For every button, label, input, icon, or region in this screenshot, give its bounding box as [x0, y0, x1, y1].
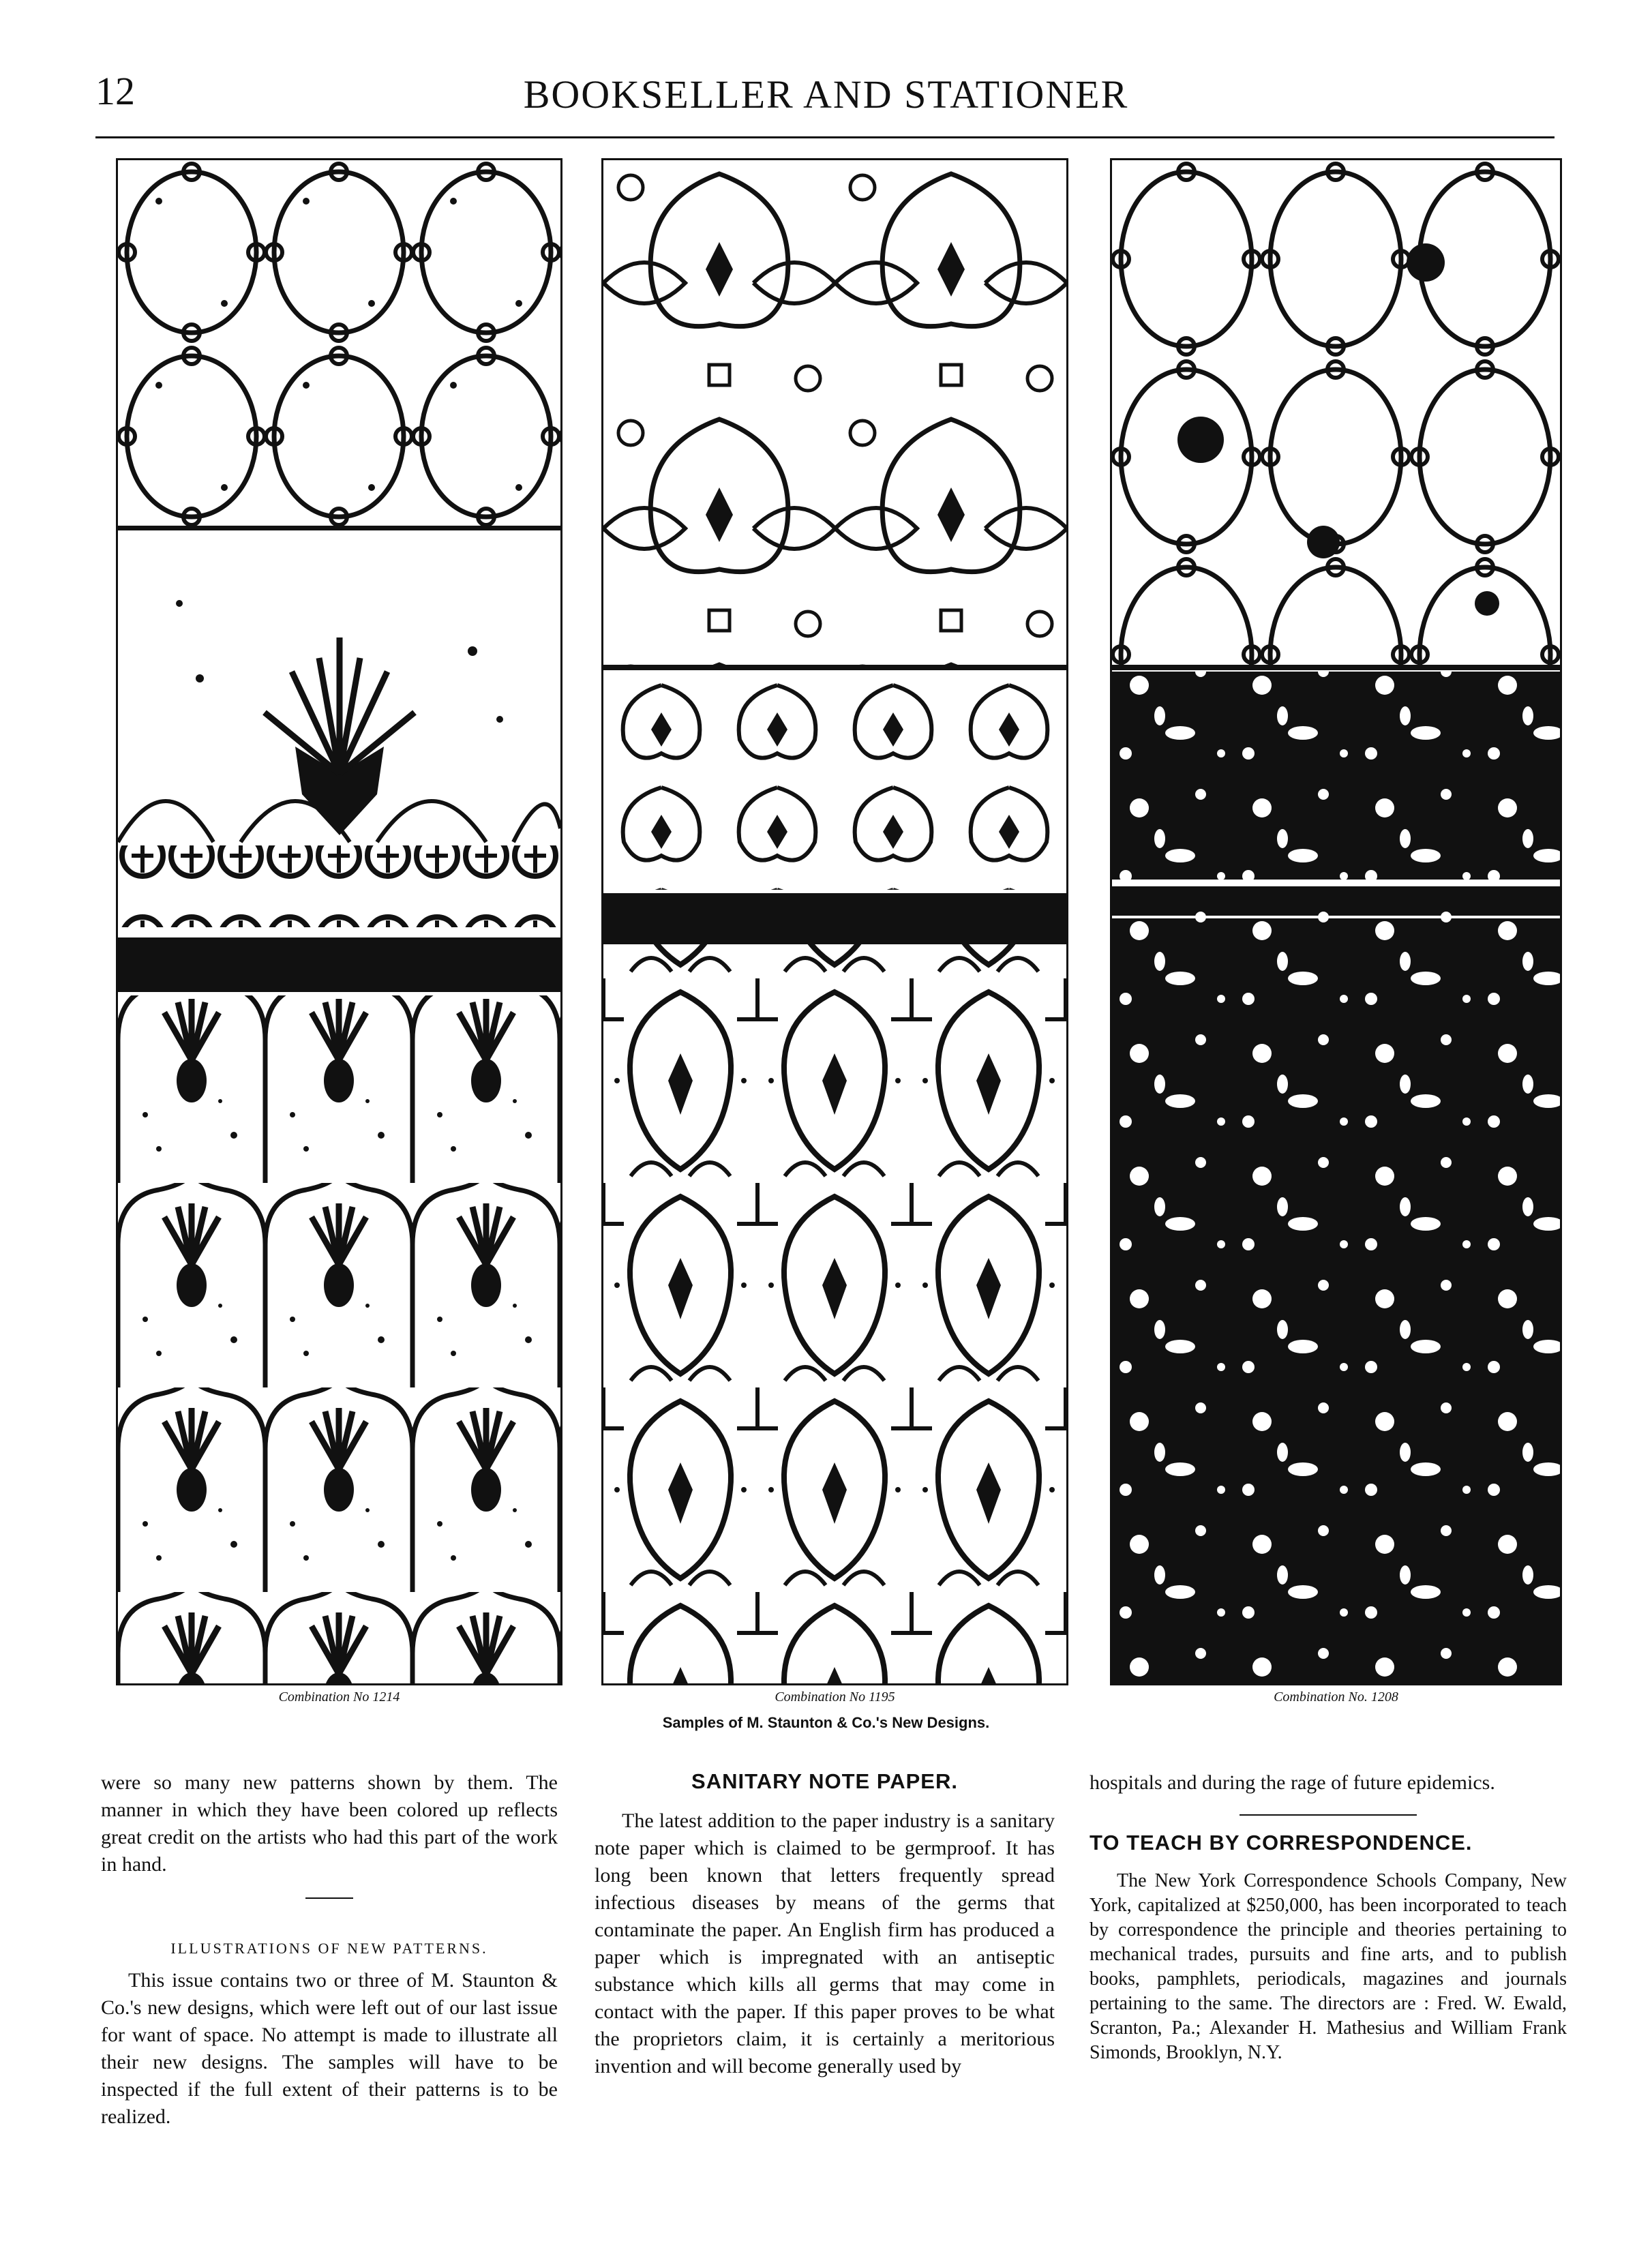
- illustrations-subhead: ILLUSTRATIONS OF NEW PATTERNS.: [170, 1940, 488, 1957]
- teach-by-correspondence-body: The New York Correspondence Schools Company, New York, capitalized at $250,000, has been incorporated to teach by correspondence the principle and theories pertaining to mechanical trades, pursuits and fine arts, and to publish books, pamphlets, periodicals, magazines and journals pertaining to the same. The directors are : Fred. W. Ewald, Scranton, Pa.; Alexander H. Mathesius and William Frank Simonds, Brooklyn, N.Y.: [1090, 1870, 1567, 2063]
- header-rule: [95, 136, 1555, 138]
- wallpaper-sample-1195: [601, 158, 1068, 1685]
- column3-continuation: hospitals and during the rage of future epidemics.: [1090, 1771, 1495, 1794]
- journal-title: BOOKSELLER AND STATIONER: [523, 72, 1129, 117]
- article-column-1: [101, 1769, 558, 2131]
- wallpaper-sample-1214: [116, 158, 562, 1685]
- article-column-2: [595, 1769, 1055, 2080]
- figure-caption-1208: Combination No. 1208: [1274, 1690, 1398, 1705]
- figure-caption-1195: Combination No 1195: [775, 1690, 895, 1705]
- sanitary-note-paper-heading: SANITARY NOTE PAPER.: [691, 1769, 958, 1793]
- wallpaper-sample-1208: [1110, 158, 1562, 1685]
- teach-by-correspondence-heading: TO TEACH BY CORRESPONDENCE.: [1090, 1831, 1473, 1855]
- sanitary-note-paper-body: The latest addition to the paper industry is a sanitary note paper which is claimed to be germproof. It has long been known that letters frequently spread infectious diseases by means of the germs that contaminate the paper. An English firm has produced a paper which is impregnated with an antiseptic substance which kills all germs that may come in contact with the paper. If this paper proves to be what the proprietors claim, it is certainly a meritorious invention and will become generally used by: [595, 1810, 1055, 2077]
- wallpaper-pattern-1208: [1112, 160, 1560, 1683]
- page-number: 12: [95, 69, 135, 113]
- article-column-3: [1090, 1769, 1567, 2065]
- wallpaper-pattern-1214: [118, 160, 560, 1683]
- wallpaper-pattern-1195: [603, 160, 1066, 1683]
- column1-intro: were so many new patterns shown by them. The manner in which they have been colored up reflects great credit on the artists who had this part of the work in hand.: [101, 1771, 558, 1876]
- section-divider: [1240, 1814, 1417, 1816]
- figure-title: Samples of M. Staunton & Co.'s New Designs.: [662, 1714, 990, 1731]
- illustrations-body: This issue contains two or three of M. Staunton & Co.'s new designs, which were left out of our last issue for want of space. No attempt is made to illustrate all their new designs. The samples will have to be inspected if the full extent of their patterns is to be realized.: [101, 1969, 558, 2128]
- section-divider: [305, 1897, 353, 1899]
- figure-caption-1214: Combination No 1214: [278, 1690, 400, 1705]
- page-header: [0, 0, 1652, 143]
